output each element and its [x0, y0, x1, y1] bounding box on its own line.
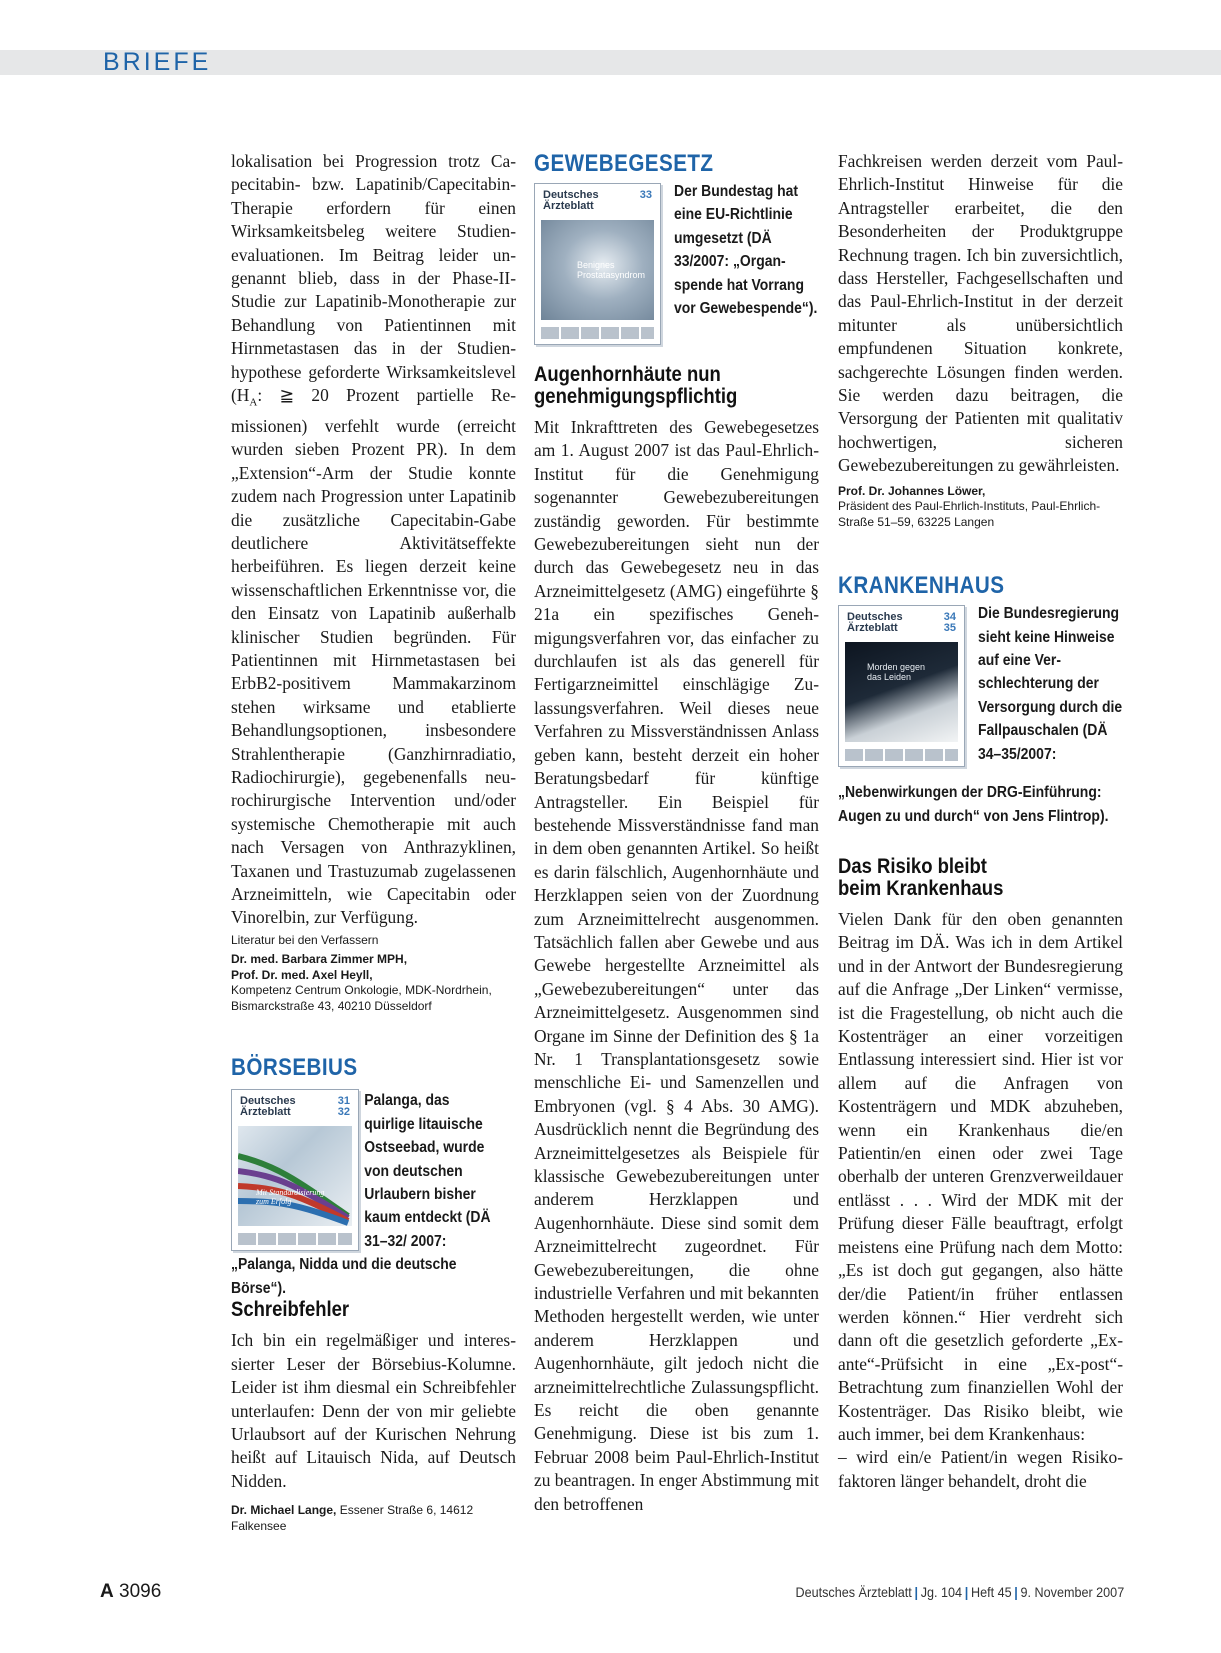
cover-artwork [845, 642, 958, 742]
cover-tagline: Benignes Prostatasyndrom [577, 260, 646, 280]
cover-masthead: Deutsches Ärzteblatt [847, 611, 903, 635]
section-title-boersebius: BÖRSEBIUS [231, 1054, 358, 1082]
cover-issue-number: 31 32 [337, 1095, 350, 1119]
gewebegesetz-teaser: Der Bundestag hat eine EU-Richtlinie umgesetzt (DÄ 33/2007: „Organspende hat Vorrang vor Gewebespende“). [674, 183, 818, 318]
cover-issue-number: 33 [639, 189, 652, 201]
cover-artwork [541, 220, 654, 320]
cover-tagline: Mit Standardisierung zum Erfolg [256, 1188, 325, 1207]
boersebius-block [231, 1054, 516, 1297]
letter-body-continued: Fachkreisen werden derzeit vom Paul-Ehrlich-Institut Hinweise für die Antragsteller erarbeitet, die den Besonderheiten der Produktgruppe Rechnung tragen. Ich bin zuversichtlich, dass Hersteller, Fachgesellschaften und das Paul-Ehrlich-Institut in der derzeit mitunter als unübersichtlich empfundenen Situation konkrete, sachgerechte Lösungen finden werden. Sie werden dazu beitragen, die Versorgung der Patienten mit qualitativ hochwertigen, sicheren Gewebezubereitungen zu gewährleisten. [838, 151, 1123, 476]
journal-footer: Deutsches Ärzteblatt | Jg. 104 | Heft 45 | 9. November 2007 [795, 1584, 1124, 1600]
author-name-1: Dr. med. Barbara Zimmer MPH, [231, 952, 408, 967]
journal-name: Deutsches Ärzteblatt [795, 1584, 912, 1600]
column-3 [838, 150, 1123, 1493]
boersebius-teaser: Palanga, das quirlige litauische Ostseebad, wurde von deutschen Urlaubern bisher kaum entdeckt (DÄ 31–32/ 2007: „Palanga, Nidda und die deutsche Börse“). [231, 1092, 491, 1297]
magazine-cover-image [838, 605, 965, 767]
issue: Heft 45 [970, 1584, 1012, 1600]
column-2 [534, 150, 819, 1516]
column-1 [231, 150, 516, 1534]
magazine-cover-image [534, 183, 661, 345]
author-name: Dr. Michael Lange, [231, 1503, 337, 1518]
author-affiliation: Kompetenz Centrum Onkologie, MDK-Nordrhein, Bismarckstraße 43, 40210 Düsseldorf [231, 983, 492, 1013]
krankenhaus-block [838, 572, 1123, 787]
cover-masthead: Deutsches Ärzteblatt [543, 189, 599, 212]
cover-footer-strip [845, 749, 958, 761]
author-address: Essener Straße 6, 14612 Falkensee [231, 1503, 474, 1533]
page-number: A 3096 [100, 1581, 162, 1602]
letter-headline: Schreibfehler [231, 1298, 350, 1322]
literature-note: Literatur bei den Verfassern [231, 932, 379, 947]
author-block [231, 952, 516, 1014]
letter-body: Ich bin ein regelmäßiger und interessierter Leser der Börsebius-Kolumne. Leider ist ihm diesmal ein Schreibfehler unterlaufen: Denn der von mir geliebte Urlaubsort auf der Kurischen Nehrung heißt auf Litauisch Nida, auf Deutsch Nidden. [231, 1330, 516, 1491]
letter-headline: Augenhornhäute nun genehmigungspflichtig [534, 363, 738, 408]
letter-body: Mit Inkrafttreten des Gewebegesetzes am 1. August 2007 ist das Paul-Ehrlich-Institut für die Genehmigung sogenannter Gewebezubereitungen zuständig geworden. Für bestimmte Gewebezubereitungen sieht nun der durch das Gewebegesetz neu in das Arzneimittelgesetz (AMG) eingeführte § 21a ein spezifisches Genehmigungsverfahren vor, das einfacher zu durchlaufen ist als das generell für Fertigarzneimittel einschlägige Zulassungsverfahren. Weil dieses neue Verfahren zu Missverständnissen Anlass geben kann, besteht derzeit ein hoher Beratungsbedarf für künftige Antragsteller. Ein Beispiel für bestehende Missverständnisse fand man in dem oben genannten Artikel. So heißt es darin fälschlich, Augenhornhäute und Herzklappen seien von der Zuordnung zum Arzneimittelrecht ausgenommen. Tatsächlich fallen aber Gewebe und aus Gewebe hergestellte Arzneimittel als „Gewebezubereitungen“ unter das Arzneimittelgesetz. Ausgenommen sind Organe im Sinne der Definition des § 1a Nr. 1 Transplantationsgesetz sowie menschliche Ei- und Samenzellen und Embryonen (vgl. § 4 Abs. 30 AMG). Ausdrücklich nennt die Begründung des Arzneimittelgesetzes als Beispiele für klassische Gewebezubereitungen unter anderem Herzklappen und Augenhornhäute. Diese sind somit dem Arzneimittelrecht zugeordnet. Für Gewebezubereitungen, die ohne industrielle Verfahren und mit bekannten Methoden hergestellt werden, wie unter anderem Herzklappen und Augenhornhäute, gilt jedoch nicht die arzneimittelrechtliche Zulassungspflicht. Es reicht die oben genannte Genehmigung. Diese ist bis zum 1. Februar 2008 beim Paul-Ehrlich-Institut zu beantragen. In enger Abstimmung mit den betroffenen [534, 417, 819, 1514]
krankenhaus-teaser-continued: „Nebenwirkungen der DRG-Einführung: Augen zu und durch“ von Jens Flintrop). [838, 784, 1109, 825]
letter-body-continued: lokalisation bei Progression trotz Capecitabin- bzw. Lapatinib/Capecitabin-Therapie erfordern für einen Wirksamkeitsbeleg weitere Studienevaluationen. Im Beitrag leider ungenannt blieb, dass in der Phase-II-Studie zur Lapatinib-Monotherapie zur Behandlung von Patientinnen mit Hirnmetastasen das in der Studienhypothese geforderte Wirksamkeitslevel ($H_A$: ≧ 20 Prozent partielle Remissionen) verfehlt wurde (erreicht wurden sieben Prozent PR). In dem „Extension“-Arm der Studie konnte zudem nach Progression unter Lapatinib die zusätzliche Capecitabin-Gabe deutlichere Aktivitätseffekte herbeiführen. Es liegen derzeit keine wissenschaftlichen Erkenntnisse vor, die den Einsatz von Lapatinib außerhalb klinischer Studien begründen. Für Patientinnen mit Hirnmetastasen bei ErbB2-positivem Mammakarzinom stehen wirksame und etablierte Behandlungsoptionen, insbesondere Strahlentherapie (Ganzhirnradiatio, Radiochirurgie), gegebenenfalls neurochirurgische Intervention und/oder systemische Chemotherapie mit auch nach Versagen von Anthrazyklinen, Taxanen und Trastuzumab zugelassenen Arzneimitteln, wie Capecitabin oder Vinorelbin, zur Verfügung. [231, 151, 516, 928]
section-title-gewebegesetz: GEWEBEGESETZ [534, 150, 714, 177]
author-name-2: Prof. Dr. med. Axel Heyll, [231, 967, 373, 982]
author-affiliation: Präsident des Paul-Ehrlich-Instituts, Paul-Ehrlich-Straße 51–59, 63225 Langen [838, 499, 1101, 529]
author-block [231, 1503, 516, 1534]
author-block [838, 484, 1123, 531]
author-name: Prof. Dr. Johannes Löwer, [838, 483, 986, 498]
letter-body: Vielen Dank für den oben genannten Beitrag im DÄ. Was ich in dem Artikel und in der Antwort der Bundesregierung auf die Anfrage „Der Linken“ vermisse, ist die Fragestellung, ob nicht auch die Kostenträger an einer vorzeitigen Entlassung interessiert sind. Hier ist vor allem auf die Anfragen von Kostenträgern und MDK abzuheben, wenn ein Krankenhaus die/en Patientin/en einen oder zwei Tage oberhalb der unteren Grenzverweildauer entlässt . . . Wird der MDK mit der Prüfung dieser Fälle beauftragt, erfolgt meistens eine Prüfung nach dem Motto: „Es ist doch gut gegangen, also hätte der/die Patient/in früher entlassen werden können.“ Hier verdreht sich dann oft die gesetzlich geforderte „Ex-ante“-Prüfsicht in eine „Ex-post“-Betrachtung zum finanziellen Wohl der Kostenträger. Das Risiko bleibt, wie auch immer, bei dem Krankenhaus: [838, 909, 1123, 1444]
letter-body-list-item: – wird ein/e Patient/in wegen Risikofaktoren länger behandelt, droht die [838, 1447, 1123, 1491]
cover-tagline: Morden gegen das Leiden [867, 662, 926, 683]
subscript-a: A [249, 396, 258, 409]
cover-masthead: Deutsches Ärzteblatt [240, 1095, 296, 1119]
cover-issue-number: 34 35 [943, 611, 956, 635]
letter-schreibfehler [231, 1299, 516, 1534]
section-title-krankenhaus: KRANKENHAUS [838, 572, 1005, 600]
volume: Jg. 104 [920, 1584, 962, 1600]
letter-headline: Das Risiko bleibt beim Krankenhaus [838, 855, 1004, 900]
cover-footer-strip [541, 327, 654, 339]
gewebegesetz-block [534, 150, 819, 350]
krankenhaus-teaser: Die Bundesregierung sieht keine Hinweise auf eine Verschlechterung der Versorgung durch die Fallpauschalen (DÄ 34–35/2007: [978, 605, 1123, 763]
issue-date: 9. November 2007 [1020, 1584, 1124, 1600]
section-header: BRIEFE [103, 48, 212, 76]
